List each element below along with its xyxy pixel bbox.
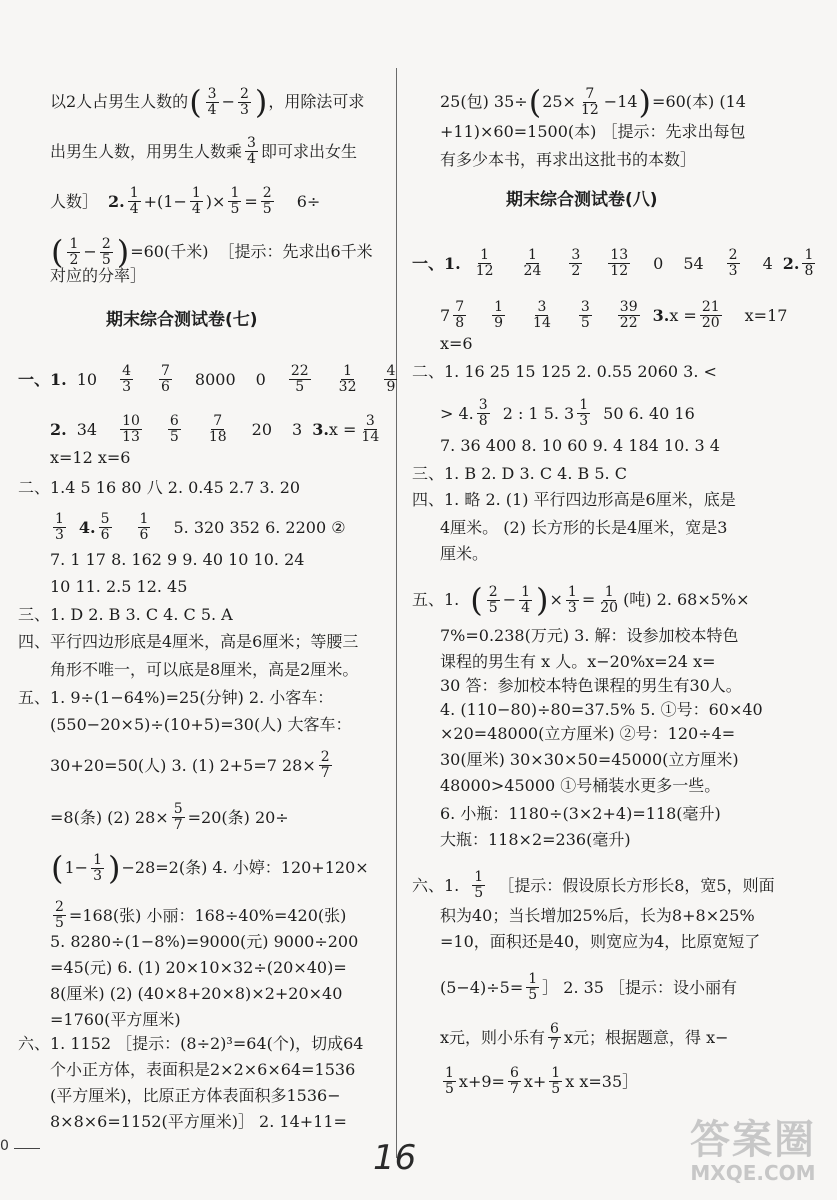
answer-line: ×20=48000(立方厘米) ②号：120÷4= <box>440 724 736 743</box>
fraction: $\frac{1}{3}$ <box>93 851 102 884</box>
answer-line: 5. 8280÷(1−8%)=9000(元) 9000÷200 <box>50 932 359 951</box>
fraction: $\frac{7}{12}$ <box>580 85 599 118</box>
fraction: $\frac{5}{7}$ <box>173 801 183 833</box>
answer-line: 7%=0.238(万元) 3. 解：设参加校本特色 <box>440 626 739 645</box>
answer-line: 角形不唯一，可以底是8厘米，高是2厘米。 <box>50 660 359 679</box>
fraction: $\frac{39}{22}$ <box>619 299 638 331</box>
answer-line: 五、1. ( $\frac{2}{5}$ − $\frac{1}{4}$ ) × $\frac{1}{3}$ = $\frac{1}{20}$ (吨) 2. 68×5%× <box>412 581 750 619</box>
fraction: $\frac{7}{8}$ <box>455 299 465 331</box>
fraction: $\frac{6}{7}$ <box>509 1065 519 1097</box>
answer-line: 7 $\frac{7}{8}$ $\frac{1}{9}$ $\frac{3}{14}$ $\frac{3}{5}$ $\frac{39}{22}$ 3. x = $\frac{21}{20}$ x=17 <box>440 299 788 331</box>
fraction: $\frac{2}{5}$ <box>262 185 272 217</box>
fraction: $\frac{1}{4}$ <box>129 185 139 217</box>
answer-line: 四、1. 略 2. (1) 平行四边形高是6厘米，底是 <box>412 490 736 509</box>
page-edge-mark: 0 <box>0 1138 9 1154</box>
fraction: $\frac{1}{5}$ <box>551 1065 561 1097</box>
answer-line: 三、1. B 2. D 3. C 4. B 5. C <box>412 464 627 483</box>
answer-line: 7. 1 17 8. 162 9 9. 40 10 10. 24 <box>50 550 305 569</box>
fraction: $\frac{3}{5}$ <box>580 299 590 331</box>
answer-line: 二、1. 16 25 15 125 2. 0.55 2060 3. < <box>412 362 717 381</box>
answer-line: 30 答：参加校本特色课程的男生有30人。 <box>440 676 742 695</box>
fraction: $\frac{1}{8}$ <box>804 247 814 279</box>
fraction: $\frac{1}{9}$ <box>494 299 504 331</box>
fraction: $\frac{3}{14}$ <box>533 299 551 331</box>
fraction: $\frac{1}{3}$ <box>55 511 64 543</box>
answer-line: 六、1. 1152 ［提示：(8÷2)³=64(个)，切成64 <box>18 1034 364 1053</box>
answer-line: (550−20×5)÷(10+5)=30(人) 大客车： <box>50 715 352 734</box>
text-line: 对应的分率］ <box>50 266 147 285</box>
fraction: $\frac{3}{2}$ <box>571 247 581 279</box>
answer-line: (平方厘米)，比原正方体表面积多1536− <box>50 1086 341 1105</box>
watermark-logo: 答案圈 MXQE.COM <box>690 1117 816 1185</box>
fraction: $\frac{1}{2}$ <box>69 235 79 268</box>
fraction: $\frac{10}{13}$ <box>122 413 140 445</box>
text-line: +11)×60=1500(本) ［提示：先求出每包 <box>440 122 746 141</box>
answer-line: $\frac{2}{5}$ =168(张) 小丽：168÷40%=420(张) <box>55 899 347 931</box>
answer-line: > 4. $\frac{3}{8}$ 2 : 1 5. 3 $\frac{1}{3}$ 50 6. 40 16 <box>440 397 695 429</box>
fraction: $\frac{7}{6}$ <box>161 363 170 395</box>
answer-line: 8×8×6=1152(平方厘米)］ 2. 14+11= <box>50 1112 347 1131</box>
fraction: $\frac{1}{5}$ <box>528 971 538 1003</box>
fraction: $\frac{2}{5}$ <box>101 235 111 268</box>
fraction: $\frac{3}{4}$ <box>247 135 256 167</box>
text-line: 出男生人数，用男生人数乘 $\frac{3}{4}$ 即可求出女生 <box>50 135 357 167</box>
answer-line: 课程的男生有 x 人。x−20%x=24 x= <box>440 652 716 671</box>
answer-line: =10，面积还是40，则宽应为4，比原宽短了 <box>440 932 761 951</box>
answer-line: $\frac{1}{5}$ x+9= $\frac{6}{7}$ x+ $\frac{1}{5}$ x x=35］ <box>445 1065 639 1097</box>
answer-line: 大瓶：118×2=236(毫升) <box>440 830 631 849</box>
answer-line: 10 11. 2.5 12. 45 <box>50 577 188 596</box>
answer-line: 四、平行四边形底是4厘米，高是6厘米；等腰三 <box>18 632 359 651</box>
fraction: $\frac{2}{5}$ <box>488 583 498 616</box>
answer-line: x=12 x=6 <box>50 448 131 467</box>
text-line: ( $\frac{1}{2}$ − $\frac{2}{5}$ ) =60(千米) ［提示：先求出6千米 <box>51 233 373 271</box>
fraction: $\frac{5}{6}$ <box>100 511 110 543</box>
answer-line: x元，则小乐有 $\frac{6}{7}$ x元；根据题意，得 x− <box>440 1021 729 1053</box>
fraction: $\frac{1}{5}$ <box>230 185 240 217</box>
fraction: $\frac{21}{20}$ <box>701 299 720 331</box>
fraction: $\frac{1}{3}$ <box>567 583 577 616</box>
text-line: 以2人占男生人数的 ( $\frac{3}{4}$ − $\frac{2}{3}$ ) ，用除法可求 <box>50 83 365 121</box>
answer-line: 8(厘米) (2) (40×8+20×8)×2+20×40 <box>50 984 343 1003</box>
fraction: $\frac{1}{20}$ <box>600 583 619 616</box>
edge-rule <box>14 1148 40 1149</box>
answer-line: 一、1. $\frac{1}{12}$ $\frac{1}{24}$ $\frac{3}{2}$ $\frac{13}{12}$ 0 54 $\frac{2}{3}$ 4 2. $\frac{1}{8}$ <box>412 247 814 279</box>
answer-line: 4. (110−80)÷80=37.5% 5. ①号：60×40 <box>440 700 763 719</box>
fraction: $\frac{2}{5}$ <box>55 899 64 931</box>
fraction: $\frac{7}{18}$ <box>208 413 227 445</box>
answer-line: 六、1. $\frac{1}{5}$ ［提示：假设原长方形长8，宽5，则面 <box>412 869 775 901</box>
fraction: $\frac{1}{5}$ <box>474 869 484 901</box>
page-number: 16 <box>373 1138 417 1178</box>
text-line: 有多少本书，再求出这批书的本数］ <box>440 150 697 169</box>
fraction: $\frac{1}{32}$ <box>338 363 357 395</box>
answer-line: 积为40；当长增加25%后，长为8+8×25% <box>440 906 755 925</box>
fraction: $\frac{1}{6}$ <box>139 511 149 543</box>
answer-line: 一、1. 10 $\frac{4}{3}$ $\frac{7}{6}$ 8000 0 $\frac{22}{5}$ $\frac{1}{32}$ $\frac{4}{9}$ <box>18 363 396 395</box>
fraction: $\frac{1}{12}$ <box>475 247 494 279</box>
answer-line: 30(厘米) 30×30×50=45000(立方厘米) <box>440 750 739 769</box>
answer-line: 4厘米。 (2) 长方形的长是4厘米，宽是3 <box>440 518 728 537</box>
fraction: $\frac{3}{8}$ <box>478 397 488 429</box>
answer-line: 48000>45000 ①号桶装水更多一些。 <box>440 776 721 795</box>
fraction: $\frac{4}{3}$ <box>122 363 131 395</box>
fraction: $\frac{1}{24}$ <box>523 247 542 279</box>
text-line: 人数］ 2. $\frac{1}{4}$ + (1− $\frac{1}{4}$ )× $\frac{1}{5}$ = $\frac{2}{5}$ 6÷ <box>50 185 321 217</box>
fraction: $\frac{4}{9}$ <box>386 363 396 395</box>
section-heading: 期末综合测试卷(七) <box>106 310 258 330</box>
answer-line: $\frac{1}{3}$ 4. $\frac{5}{6}$ $\frac{1}{6}$ 5. 320 352 6. 2200 ② <box>55 511 346 543</box>
answer-line: =8(条) (2) 28× $\frac{5}{7}$ =20(条) 20÷ <box>50 801 289 833</box>
answer-line: 厘米。 <box>440 544 489 563</box>
answer-line: 6. 小瓶：1180÷(3×2+4)=118(毫升) <box>440 804 721 823</box>
answer-line: 2. 34 $\frac{10}{13}$ $\frac{6}{5}$ $\frac{7}{18}$ 20 3 3. x = $\frac{3}{14}$ <box>50 413 380 445</box>
answer-line: 7. 36 400 8. 10 60 9. 4 184 10. 3 4 <box>440 436 720 455</box>
answer-line: =1760(平方厘米) <box>50 1010 181 1029</box>
fraction: $\frac{1}{4}$ <box>521 583 531 616</box>
answer-line: x=6 <box>440 334 473 353</box>
fraction: $\frac{6}{5}$ <box>169 413 179 445</box>
fraction: $\frac{2}{3}$ <box>728 247 738 279</box>
answer-line: 二、1.4 5 16 80 八 2. 0.45 2.7 3. 20 <box>18 478 301 497</box>
answer-line: 个小正方体，表面积是2×2×6×64=1536 <box>50 1060 356 1079</box>
answer-line: (5−4)÷5= $\frac{1}{5}$ ］ 2. 35 ［提示：设小丽有 <box>440 971 738 1003</box>
fraction: $\frac{3}{14}$ <box>361 413 380 445</box>
answer-line: ( 1− $\frac{1}{3}$ ) −28=2(条) 4. 小婷：120+120× <box>51 849 369 887</box>
fraction: $\frac{1}{5}$ <box>445 1065 454 1097</box>
fraction: $\frac{2}{7}$ <box>320 749 330 781</box>
answer-line: 五、1. 9÷(1−64%)=25(分钟) 2. 小客车： <box>18 688 334 707</box>
text-line: 25(包) 35÷ ( 25× $\frac{7}{12}$ −14 ) =60(本) (14 <box>440 83 746 121</box>
fraction: $\frac{13}{12}$ <box>610 247 629 279</box>
fraction: $\frac{1}{4}$ <box>191 185 201 217</box>
fraction: $\frac{2}{3}$ <box>240 85 249 118</box>
answer-line: 30+20=50(人) 3. (1) 2+5=7 28× $\frac{2}{7}$ <box>50 749 330 781</box>
answer-line: =45(元) 6. (1) 20×10×32÷(20×40)= <box>50 958 347 977</box>
fraction: $\frac{6}{7}$ <box>550 1021 559 1053</box>
answer-line: 三、1. D 2. B 3. C 4. C 5. A <box>18 605 233 624</box>
column-divider <box>396 68 397 1158</box>
fraction: $\frac{22}{5}$ <box>290 363 309 395</box>
fraction: $\frac{3}{4}$ <box>207 85 217 118</box>
section-heading: 期末综合测试卷(八) <box>506 190 658 210</box>
fraction: $\frac{1}{3}$ <box>579 397 589 429</box>
